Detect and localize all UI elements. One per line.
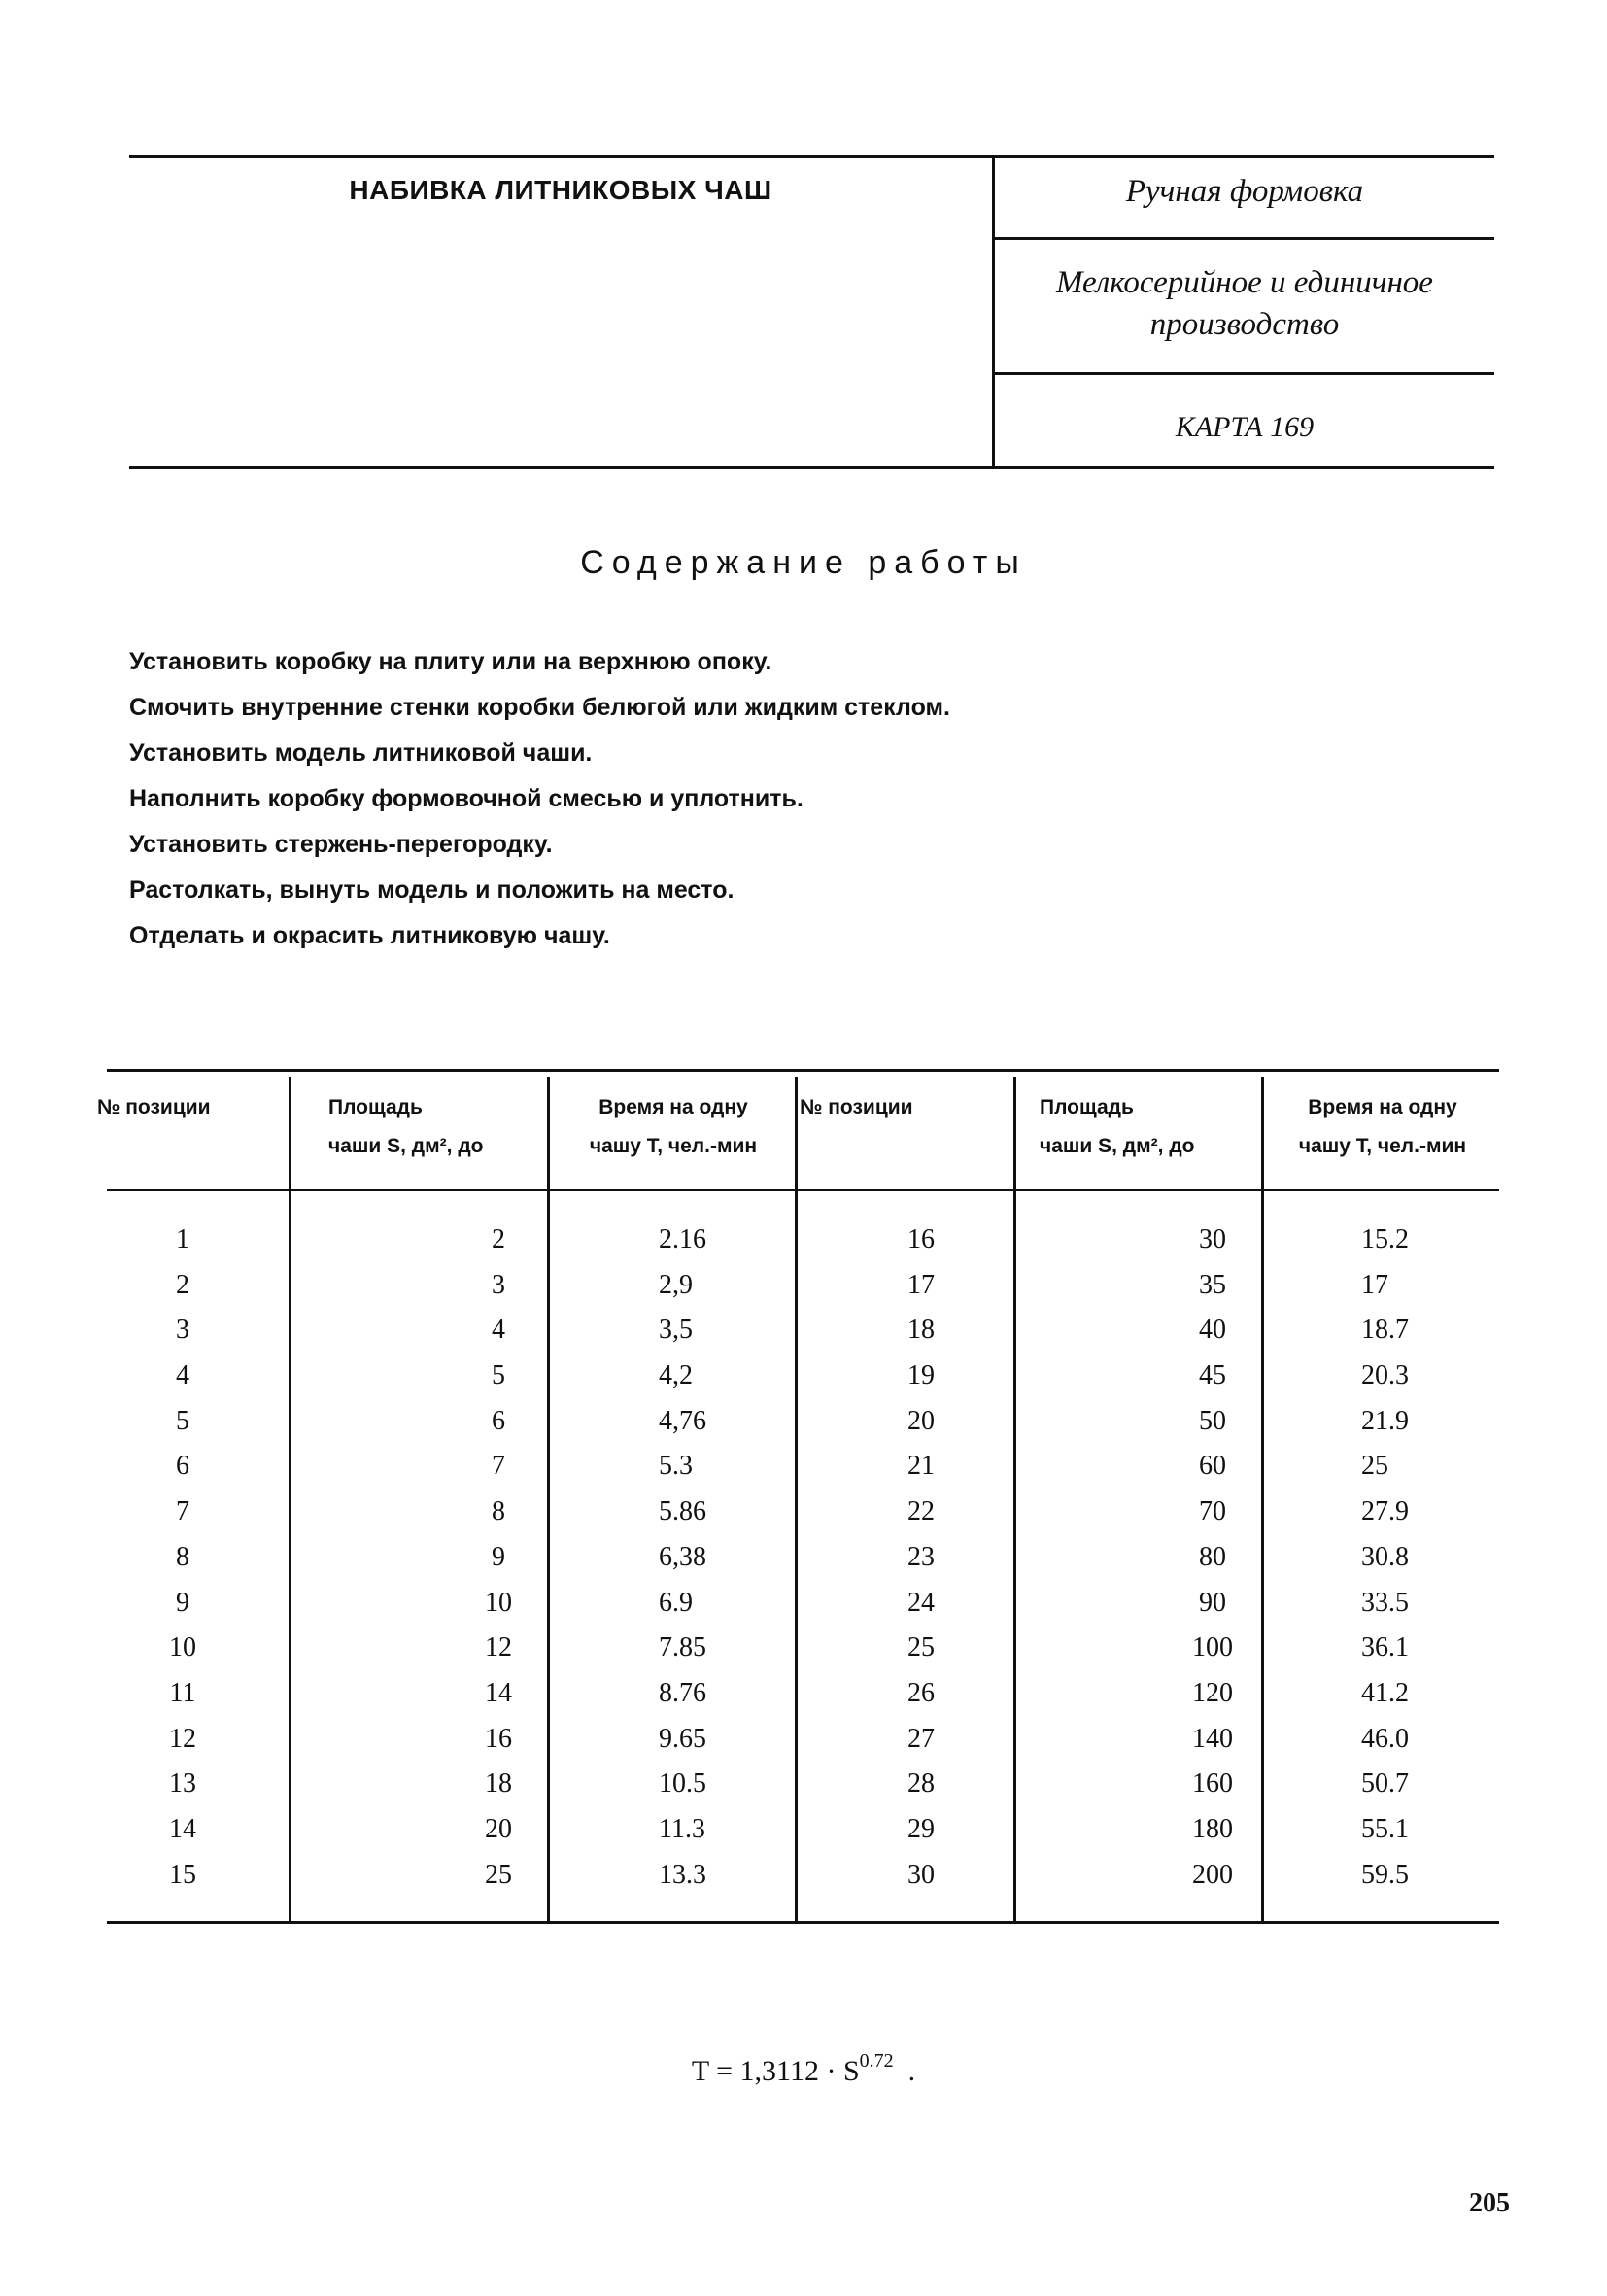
table-cell: 14 — [169, 1813, 196, 1844]
area-column-left — [445, 1217, 552, 1898]
work-step: Наполнить коробку формовочной смесью и уплотнить. — [129, 785, 804, 812]
work-step: Установить стержень-перегородку. — [129, 831, 553, 858]
table-cell: 2,9 — [659, 1269, 693, 1300]
work-step: Установить модель литниковой чаши. — [129, 739, 593, 767]
table-cell: 14 — [485, 1677, 512, 1708]
header-cell-rule-1 — [995, 237, 1494, 240]
table-cell: 50 — [1199, 1405, 1226, 1436]
table-cell: 5.86 — [659, 1496, 706, 1527]
table-cell: 6.9 — [659, 1587, 693, 1618]
formula-base: T = 1,3112 · S — [691, 2055, 860, 2087]
table-cell: 11.3 — [659, 1813, 705, 1844]
table-cell: 29 — [907, 1813, 935, 1844]
table-cell: 15 — [169, 1859, 196, 1890]
table-cell: 25 — [485, 1859, 512, 1890]
table-cell: 10 — [169, 1632, 196, 1663]
header-cell-rule-2 — [995, 372, 1494, 375]
table-cell: 59.5 — [1361, 1859, 1409, 1890]
table-cell: 30 — [1199, 1224, 1226, 1254]
table-cell: 10 — [485, 1587, 512, 1618]
table-cell: 36.1 — [1361, 1632, 1409, 1663]
table-cell: 1 — [176, 1224, 189, 1254]
table-cell: 28 — [907, 1768, 935, 1799]
table-cell: 6 — [176, 1451, 189, 1482]
table-cell: 2.16 — [659, 1224, 706, 1254]
table-cell: 25 — [907, 1632, 935, 1663]
table-cell: 16 — [485, 1723, 512, 1754]
column-header-area: Площадь чаши S, дм², до — [1040, 1096, 1195, 1157]
formula-period: . — [893, 2055, 916, 2087]
work-step: Отделать и окрасить литниковую чашу. — [129, 922, 610, 949]
table-cell: 26 — [907, 1677, 935, 1708]
table-cell: 3 — [176, 1315, 189, 1346]
table-cell: 90 — [1199, 1587, 1226, 1618]
position-column-right — [872, 1217, 970, 1898]
table-cell: 70 — [1199, 1496, 1226, 1527]
table-cell: 18 — [485, 1768, 512, 1799]
work-steps-list — [129, 643, 950, 963]
time-column-left — [659, 1217, 785, 1898]
method-label: Ручная формовка — [1125, 174, 1364, 209]
column-header-position: № позиции — [800, 1096, 913, 1118]
table-cell: 17 — [907, 1269, 935, 1300]
table-cell: 8 — [176, 1541, 189, 1572]
formula-exponent: 0.72 — [859, 2050, 894, 2072]
table-cell: 6,38 — [659, 1541, 706, 1572]
table-cell: 35 — [1199, 1269, 1226, 1300]
table-cell: 6 — [492, 1405, 505, 1436]
table-cell: 11 — [169, 1677, 196, 1708]
table-cell: 9 — [176, 1587, 189, 1618]
table-cell: 140 — [1192, 1723, 1233, 1754]
table-column-divider — [1013, 1077, 1016, 1922]
table-cell: 50.7 — [1361, 1768, 1409, 1799]
table-cell: 2 — [176, 1269, 189, 1300]
table-cell: 41.2 — [1361, 1677, 1409, 1708]
table-cell: 3,5 — [659, 1315, 693, 1346]
column-header-time: Время на одну чашу T, чел.-мин — [1298, 1096, 1467, 1157]
page-number: 205 — [1469, 2188, 1510, 2218]
area-column-right — [1154, 1217, 1271, 1898]
table-cell: 100 — [1192, 1632, 1233, 1663]
table-bottom-rule — [107, 1921, 1499, 1924]
table-cell: 4 — [492, 1315, 505, 1346]
table-cell: 55.1 — [1361, 1813, 1409, 1844]
work-step: Растолкать, вынуть модель и положить на место. — [129, 876, 735, 904]
table-cell: 18.7 — [1361, 1315, 1409, 1346]
table-cell: 33.5 — [1361, 1587, 1409, 1618]
table-cell: 20.3 — [1361, 1360, 1409, 1391]
work-step: Установить коробку на плиту или на верхнюю опоку. — [129, 648, 772, 675]
table-cell: 7.85 — [659, 1632, 706, 1663]
document-title: НАБИВКА ЛИТНИКОВЫХ ЧАШ — [349, 175, 772, 205]
table-cell: 13.3 — [659, 1859, 706, 1890]
table-cell: 10.5 — [659, 1768, 706, 1799]
table-header-rule — [107, 1189, 1499, 1191]
table-cell: 30 — [907, 1859, 935, 1890]
table-cell: 7 — [492, 1451, 505, 1482]
column-header-position: № позиции — [97, 1096, 211, 1118]
table-cell: 5 — [176, 1405, 189, 1436]
table-cell: 19 — [907, 1360, 935, 1391]
table-cell: 3 — [492, 1269, 505, 1300]
table-cell: 4,76 — [659, 1405, 706, 1436]
table-cell: 7 — [176, 1496, 189, 1527]
table-cell: 160 — [1192, 1768, 1233, 1799]
time-norm-table — [95, 1069, 1499, 1924]
table-cell: 12 — [485, 1632, 512, 1663]
table-cell: 27.9 — [1361, 1496, 1409, 1527]
table-cell: 12 — [169, 1723, 196, 1754]
table-cell: 180 — [1192, 1813, 1233, 1844]
table-column-divider — [795, 1077, 798, 1922]
table-cell: 27 — [907, 1723, 935, 1754]
column-header-time: Время на одну чашу T, чел.-мин — [589, 1096, 758, 1157]
table-cell: 15.2 — [1361, 1224, 1409, 1254]
work-step: Смочить внутренние стенки коробки белюгой или жидким стеклом. — [129, 694, 950, 721]
table-cell: 8 — [492, 1496, 505, 1527]
table-cell: 21.9 — [1361, 1405, 1409, 1436]
table-cell: 4,2 — [659, 1360, 693, 1391]
table-cell: 5 — [492, 1360, 505, 1391]
table-cell: 8.76 — [659, 1677, 706, 1708]
table-top-rule — [107, 1069, 1499, 1072]
table-cell: 46.0 — [1361, 1723, 1409, 1754]
section-heading: Содержание работы — [580, 544, 1027, 581]
table-cell: 5.3 — [659, 1451, 693, 1482]
table-cell: 24 — [907, 1587, 935, 1618]
table-cell: 21 — [907, 1451, 935, 1482]
table-cell: 30.8 — [1361, 1541, 1409, 1572]
table-cell: 16 — [907, 1224, 935, 1254]
header-bottom-rule — [129, 466, 1494, 469]
table-cell: 45 — [1199, 1360, 1226, 1391]
position-column-left — [134, 1217, 231, 1898]
table-cell: 200 — [1192, 1859, 1233, 1890]
table-cell: 23 — [907, 1541, 935, 1572]
table-cell: 18 — [907, 1315, 935, 1346]
table-cell: 13 — [169, 1768, 196, 1799]
card-number: КАРТА 169 — [1175, 411, 1315, 443]
table-cell: 9 — [492, 1541, 505, 1572]
table-cell: 4 — [176, 1360, 189, 1391]
production-type-label: Мелкосерийное и единичное производство — [1056, 265, 1433, 342]
table-cell: 20 — [907, 1405, 935, 1436]
table-cell: 9.65 — [659, 1723, 706, 1754]
table-column-divider — [289, 1077, 291, 1922]
table-cell: 20 — [485, 1813, 512, 1844]
table-cell: 80 — [1199, 1541, 1226, 1572]
column-header-area: Площадь чаши S, дм², до — [328, 1096, 484, 1157]
time-column-right — [1361, 1217, 1487, 1898]
time-formula — [0, 2050, 1607, 2088]
table-cell: 25 — [1361, 1451, 1388, 1482]
header-top-rule — [129, 155, 1494, 158]
table-cell: 60 — [1199, 1451, 1226, 1482]
table-cell: 40 — [1199, 1315, 1226, 1346]
table-cell: 17 — [1361, 1269, 1388, 1300]
table-cell: 120 — [1192, 1677, 1233, 1708]
table-cell: 2 — [492, 1224, 505, 1254]
table-cell: 22 — [907, 1496, 935, 1527]
